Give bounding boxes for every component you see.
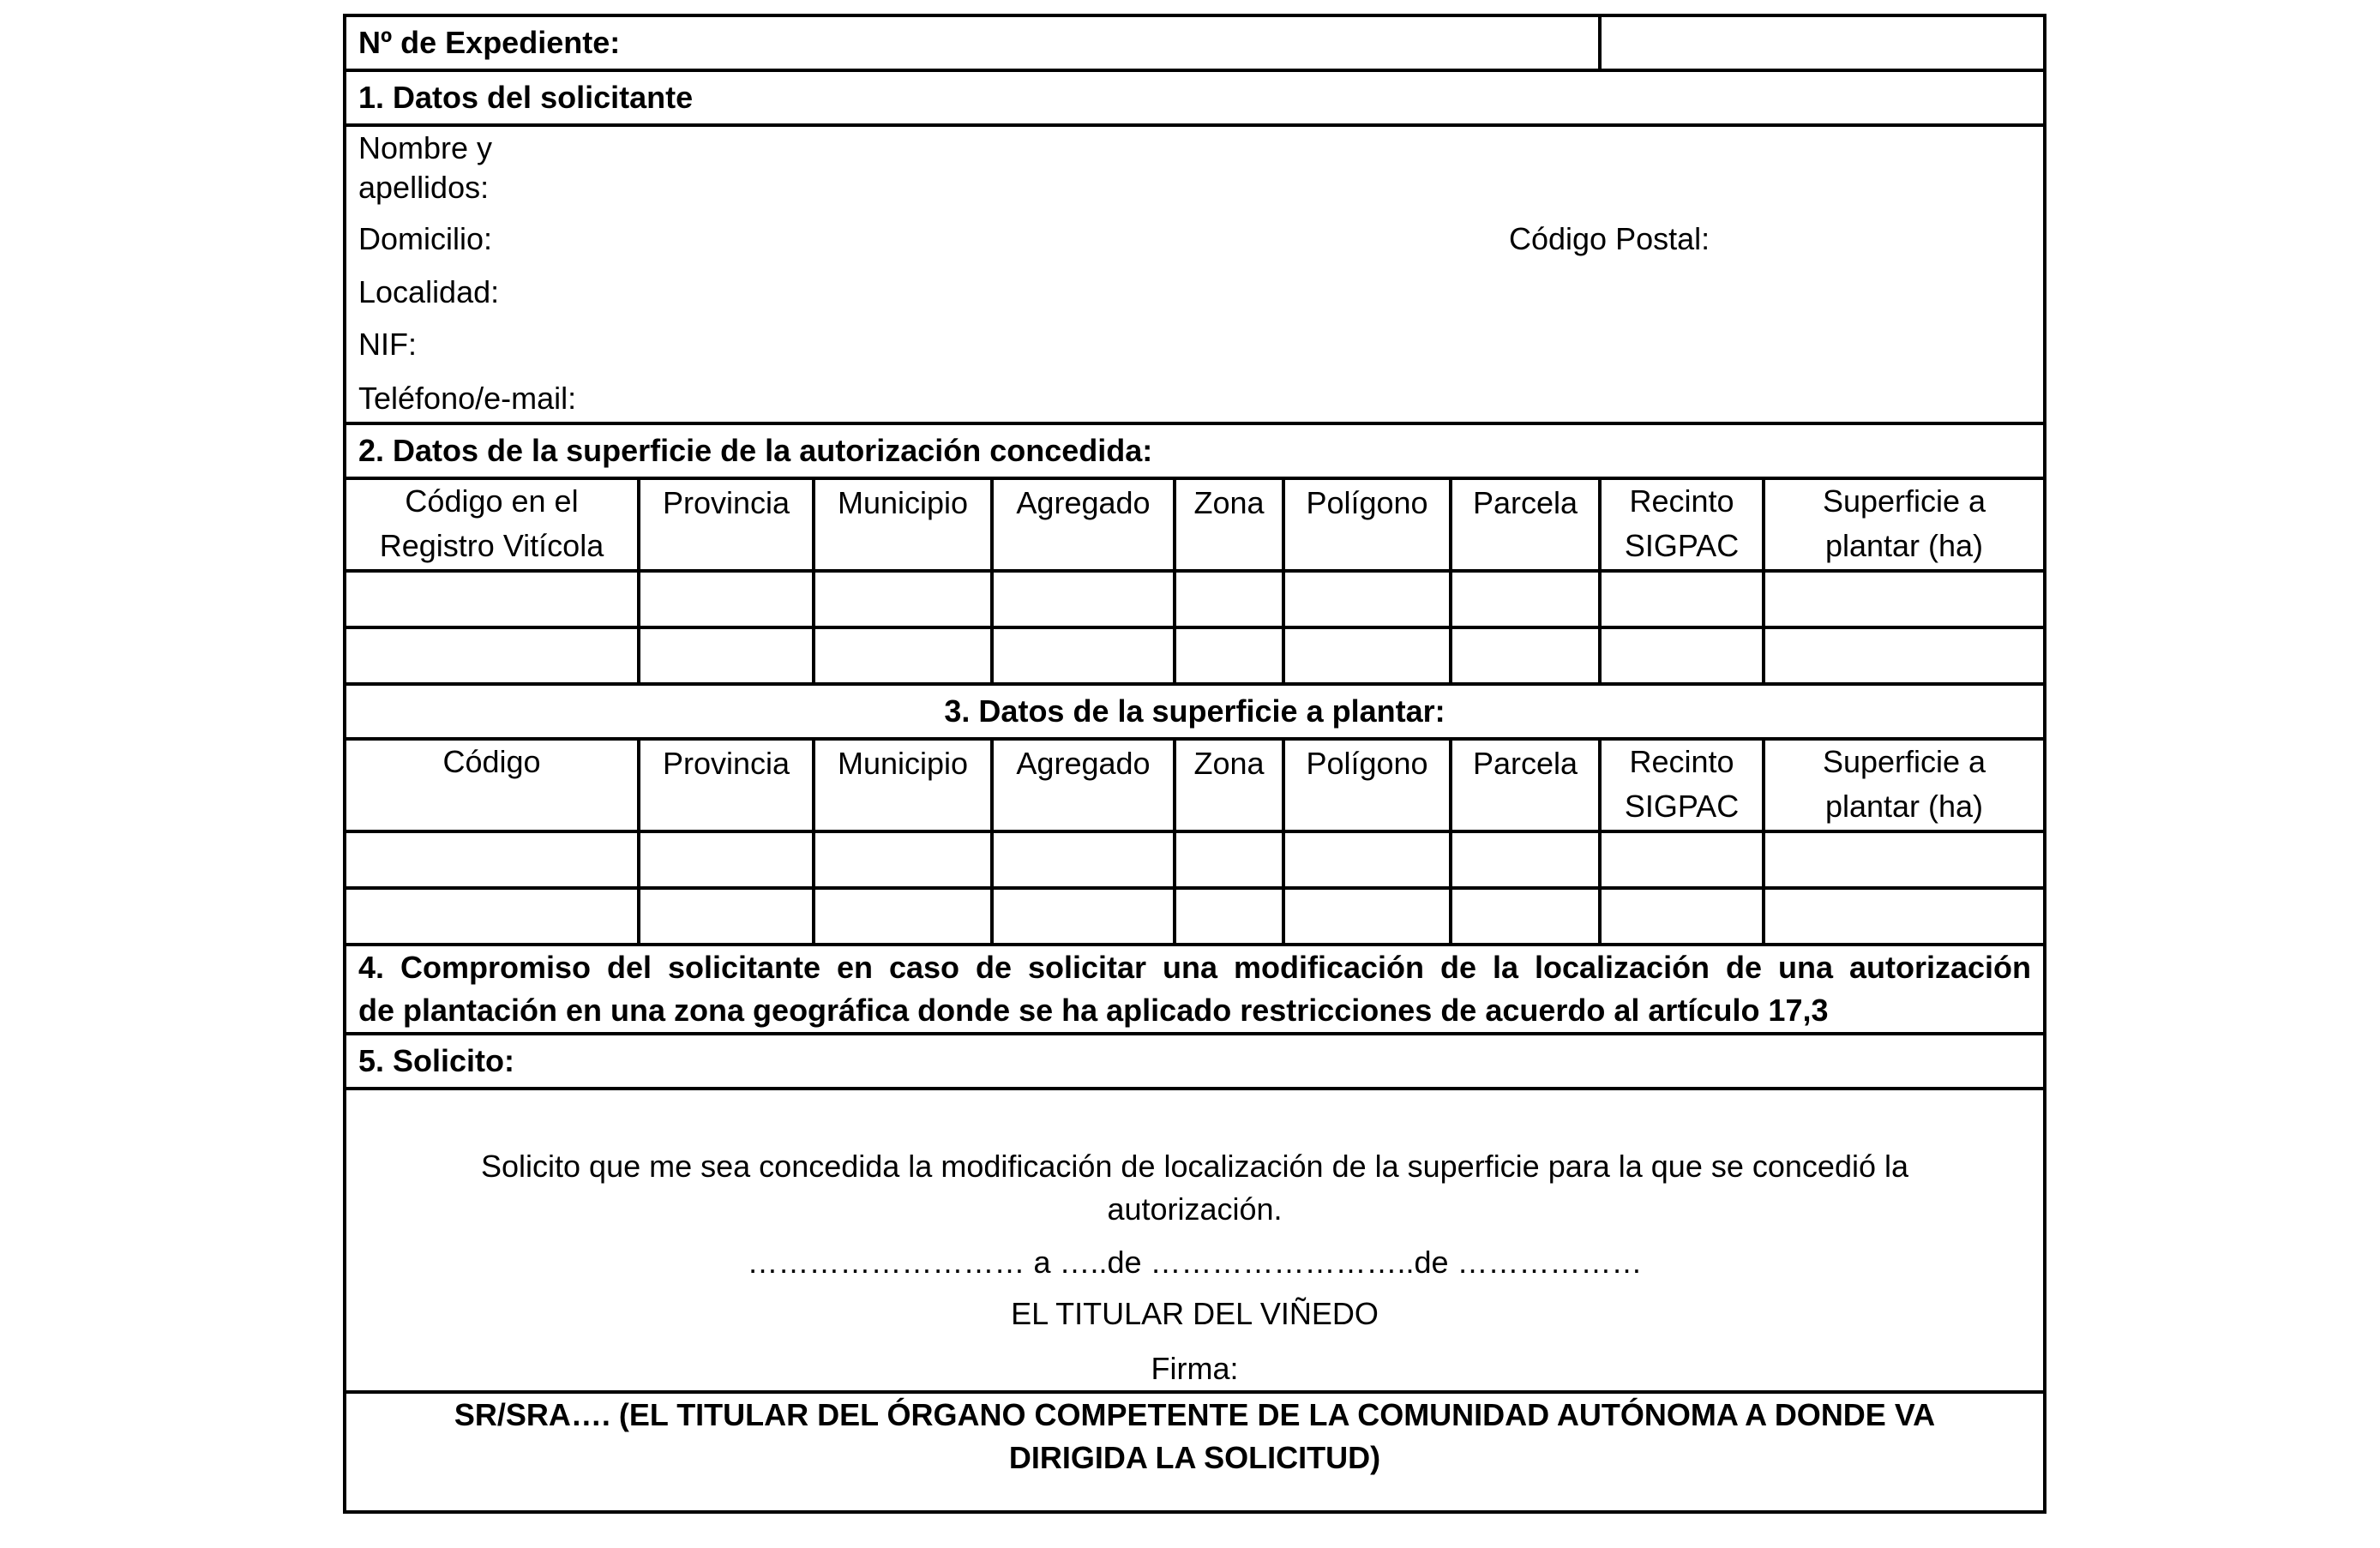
request-text-line1: Solicito que me sea concedida la modificación de localización de la superficie para la que se concedió la	[481, 1149, 1908, 1184]
firma-label[interactable]: Firma:	[1151, 1351, 1239, 1386]
request-block	[346, 1090, 2043, 1390]
col-header	[992, 739, 1175, 831]
col-header-line1: Recinto	[1629, 483, 1734, 519]
input-cell[interactable]	[1283, 571, 1451, 627]
section5-title-text: 5. Solicito:	[358, 1043, 515, 1078]
table-row	[345, 627, 2045, 684]
section4-row	[345, 945, 2045, 1034]
col-header-line2: Registro Vitícola	[379, 528, 604, 563]
col-header-line1: Superficie a	[1822, 744, 1986, 779]
input-cell[interactable]	[1451, 831, 1600, 888]
applicant-data-row	[345, 125, 2045, 423]
input-cell[interactable]	[345, 571, 639, 627]
section3-title	[345, 684, 2045, 739]
application-form	[343, 14, 2043, 1514]
expediente-row	[345, 15, 2045, 70]
col-header	[1600, 478, 1764, 571]
section5-title	[345, 1034, 2045, 1089]
col-header	[1283, 739, 1451, 831]
input-cell[interactable]	[1283, 627, 1451, 684]
input-cell[interactable]	[1600, 571, 1764, 627]
section1-header-row	[345, 70, 2045, 125]
col-header	[1764, 739, 2045, 831]
table-row	[345, 888, 2045, 945]
input-cell[interactable]	[1451, 888, 1600, 945]
input-cell[interactable]	[992, 831, 1175, 888]
col-header	[639, 478, 814, 571]
table-row	[345, 571, 2045, 627]
section4-line1: 4. Compromiso del solicitante en caso de solicitar una modificación de la localización de una autorización	[358, 950, 2032, 985]
input-cell[interactable]	[639, 831, 814, 888]
col-header	[1600, 739, 1764, 831]
input-cell[interactable]	[1283, 831, 1451, 888]
input-cell[interactable]	[814, 831, 992, 888]
input-cell[interactable]	[1764, 888, 2045, 945]
input-cell[interactable]	[1764, 627, 2045, 684]
addressee-line1: SR/SRA…. (EL TITULAR DEL ÓRGANO COMPETENTE DE LA COMUNIDAD AUTÓNOMA A DONDE VA	[454, 1397, 1936, 1432]
col-header-line2: Zona	[1193, 746, 1265, 781]
col-header	[1283, 478, 1451, 571]
section3-column-headers	[345, 739, 2045, 831]
col-header-line2: plantar (ha)	[1824, 528, 1984, 563]
col-header	[1451, 739, 1600, 831]
input-cell[interactable]	[345, 888, 639, 945]
col-header	[345, 478, 639, 571]
section2-header-row	[345, 423, 2045, 478]
section3-title-text: 3. Datos de la superficie a plantar:	[944, 693, 1445, 729]
input-cell[interactable]	[639, 627, 814, 684]
section1-title	[345, 70, 2045, 125]
input-cell[interactable]	[1175, 888, 1283, 945]
col-header-line1: Código en el	[405, 483, 579, 519]
input-cell[interactable]	[1600, 627, 1764, 684]
col-header-line2: Parcela	[1472, 746, 1578, 781]
col-header	[1175, 478, 1283, 571]
input-cell[interactable]	[1175, 571, 1283, 627]
nombre-label-line2: apellidos:	[358, 170, 490, 205]
section1-title-text: 1. Datos del solicitante	[358, 80, 694, 115]
input-cell[interactable]	[1764, 831, 2045, 888]
input-cell[interactable]	[1764, 571, 2045, 627]
applicant-data-cell[interactable]	[345, 125, 2045, 423]
titular-label: EL TITULAR DEL VIÑEDO	[1011, 1296, 1379, 1331]
expediente-label: Nº de Expediente:	[358, 25, 621, 60]
col-header-line2: Municipio	[837, 746, 969, 781]
section5-header-row	[345, 1034, 2045, 1089]
input-cell[interactable]	[1600, 831, 1764, 888]
input-cell[interactable]	[1600, 888, 1764, 945]
request-text-line2: autorización.	[1107, 1191, 1283, 1227]
col-header	[345, 739, 639, 831]
input-cell[interactable]	[345, 627, 639, 684]
telefono-email-label: Teléfono/e-mail:	[358, 381, 577, 416]
col-header-line2	[346, 785, 637, 787]
request-cell	[345, 1089, 2045, 1392]
col-header-line2: Agregado	[1016, 485, 1151, 520]
col-header-line2: Zona	[1193, 485, 1265, 520]
input-cell[interactable]	[345, 831, 639, 888]
col-header	[1175, 739, 1283, 831]
table-row	[345, 831, 2045, 888]
input-cell[interactable]	[1283, 888, 1451, 945]
input-cell[interactable]	[992, 627, 1175, 684]
input-cell[interactable]	[639, 888, 814, 945]
addressee-row	[345, 1392, 2045, 1512]
input-cell[interactable]	[992, 571, 1175, 627]
request-row	[345, 1089, 2045, 1392]
codigo-postal-label: Código Postal:	[1509, 221, 1710, 256]
domicilio-label: Domicilio:	[358, 221, 493, 256]
col-header-line2: Polígono	[1306, 485, 1428, 520]
col-header	[1764, 478, 2045, 571]
input-cell[interactable]	[1451, 627, 1600, 684]
nif-label: NIF:	[358, 327, 417, 362]
input-cell[interactable]	[1175, 831, 1283, 888]
form-table	[343, 14, 2046, 1514]
input-cell[interactable]	[814, 627, 992, 684]
col-header	[992, 478, 1175, 571]
col-header-line2: Polígono	[1306, 746, 1428, 781]
section2-column-headers	[345, 478, 2045, 571]
input-cell[interactable]	[992, 888, 1175, 945]
expediente-label-cell	[345, 15, 1600, 70]
section4-commitment	[345, 945, 2045, 1034]
addressee-line2: DIRIGIDA LA SOLICITUD)	[1008, 1440, 1381, 1475]
section3-header-row	[345, 684, 2045, 739]
col-header-line2: Provincia	[662, 485, 790, 520]
addressee-cell	[345, 1392, 2045, 1512]
col-header-line2: plantar (ha)	[1824, 789, 1984, 824]
nombre-label-line1: Nombre y	[358, 130, 493, 165]
date-place-line[interactable]: ……………………… a …..de ……………………..de ………………	[747, 1245, 1643, 1280]
col-header-line2: Provincia	[662, 746, 790, 781]
col-header-line1: Código	[442, 744, 541, 779]
applicant-fields	[346, 127, 2043, 422]
col-header-line2: Parcela	[1472, 485, 1578, 520]
col-header-line2: SIGPAC	[1624, 789, 1740, 824]
input-cell[interactable]	[814, 888, 992, 945]
section2-title	[345, 423, 2045, 478]
section2-title-text: 2. Datos de la superficie de la autorización concedida:	[358, 433, 1153, 468]
col-header-line2: SIGPAC	[1624, 528, 1740, 563]
col-header	[1451, 478, 1600, 571]
col-header	[639, 739, 814, 831]
col-header	[814, 739, 992, 831]
col-header	[814, 478, 992, 571]
localidad-label: Localidad:	[358, 274, 500, 309]
section4-line2: de plantación en una zona geográfica donde se ha aplicado restricciones de acuerdo al artículo 17,3	[358, 993, 1829, 1028]
input-cell[interactable]	[814, 571, 992, 627]
input-cell[interactable]	[639, 571, 814, 627]
expediente-value-field[interactable]	[1600, 15, 2045, 70]
col-header-line2: Agregado	[1016, 746, 1151, 781]
input-cell[interactable]	[1451, 571, 1600, 627]
col-header-line2: Municipio	[837, 485, 969, 520]
col-header-line1: Superficie a	[1822, 483, 1986, 519]
input-cell[interactable]	[1175, 627, 1283, 684]
col-header-line1: Recinto	[1629, 744, 1734, 779]
